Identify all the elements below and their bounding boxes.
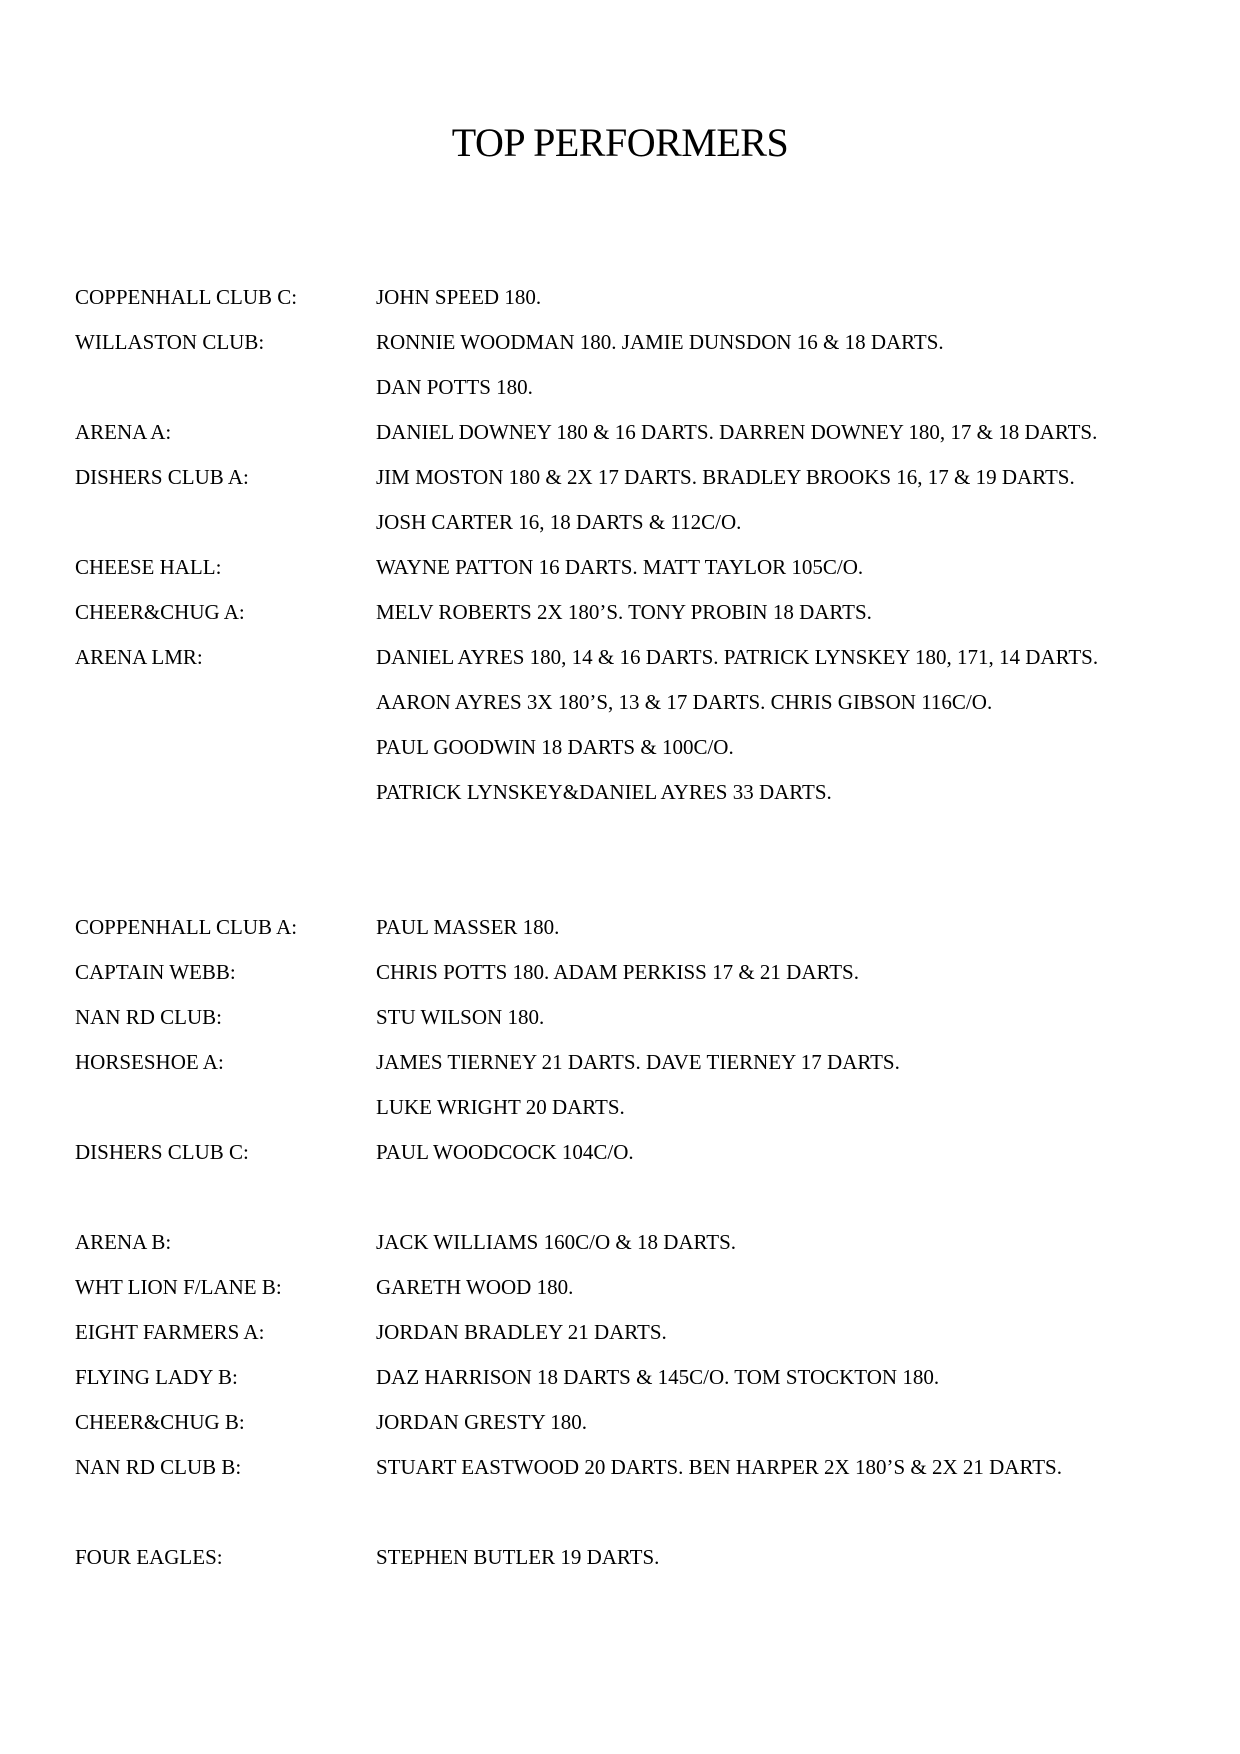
performer-row: [75, 1130, 1185, 1175]
club-name: WHT LION F/LANE B:: [75, 1275, 282, 1299]
performer-row: [75, 365, 1185, 410]
performance-text: JAMES TIERNEY 21 DARTS. DAVE TIERNEY 17 DARTS.: [376, 1050, 900, 1074]
performance-text: JORDAN BRADLEY 21 DARTS.: [376, 1320, 667, 1344]
performer-row: [75, 770, 1185, 815]
performance-text: PATRICK LYNSKEY&DANIEL AYRES 33 DARTS.: [376, 780, 832, 804]
club-name: HORSESHOE A:: [75, 1050, 224, 1074]
performer-row: [75, 275, 1185, 320]
club-name: CHEER&CHUG A:: [75, 600, 245, 624]
performer-row: [75, 1535, 1185, 1580]
performer-row: [75, 1040, 1185, 1085]
performance-text: PAUL GOODWIN 18 DARTS & 100C/O.: [376, 735, 734, 759]
club-name: CHEER&CHUG B:: [75, 1410, 245, 1434]
club-name: CAPTAIN WEBB:: [75, 960, 236, 984]
performance-text: JOSH CARTER 16, 18 DARTS & 112C/O.: [376, 510, 742, 534]
club-name: DISHERS CLUB A:: [75, 465, 249, 489]
club-name: COPPENHALL CLUB C:: [75, 285, 298, 309]
performance-text: STEPHEN BUTLER 19 DARTS.: [376, 1545, 660, 1569]
performer-row: [75, 680, 1185, 725]
performer-row: [75, 1445, 1185, 1490]
performance-text: PAUL WOODCOCK 104C/O.: [376, 1140, 634, 1164]
performance-text: STU WILSON 180.: [376, 1005, 545, 1029]
performance-text: JOHN SPEED 180.: [376, 285, 542, 309]
performance-text: GARETH WOOD 180.: [376, 1275, 574, 1299]
performer-row: [75, 1400, 1185, 1445]
performer-row: [75, 1085, 1185, 1130]
spacer-row: [75, 1490, 1185, 1535]
performer-row: [75, 1265, 1185, 1310]
spacer-row: [75, 860, 1185, 905]
performer-row: [75, 725, 1185, 770]
performance-text: STUART EASTWOOD 20 DARTS. BEN HARPER 2X 180’S & 2X 21 DARTS.: [376, 1455, 1062, 1479]
performer-row: [75, 1310, 1185, 1355]
club-name: FLYING LADY B:: [75, 1365, 238, 1389]
performance-text: LUKE WRIGHT 20 DARTS.: [376, 1095, 625, 1119]
performance-text: DAZ HARRISON 18 DARTS & 145C/O. TOM STOCKTON 180.: [376, 1365, 940, 1389]
performance-text: AARON AYRES 3X 180’S, 13 & 17 DARTS. CHRIS GIBSON 116C/O.: [376, 690, 993, 714]
performer-row: [75, 1355, 1185, 1400]
performance-text: CHRIS POTTS 180. ADAM PERKISS 17 & 21 DARTS.: [376, 960, 859, 984]
performance-text: JIM MOSTON 180 & 2X 17 DARTS. BRADLEY BROOKS 16, 17 & 19 DARTS.: [376, 465, 1075, 489]
performers-list: [75, 275, 1185, 1580]
performance-text: JORDAN GRESTY 180.: [376, 1410, 587, 1434]
spacer-row: [75, 815, 1185, 860]
club-name: WILLASTON CLUB:: [75, 330, 265, 354]
performer-row: [75, 545, 1185, 590]
performance-text: PAUL MASSER 180.: [376, 915, 560, 939]
performance-text: DANIEL DOWNEY 180 & 16 DARTS. DARREN DOWNEY 180, 17 & 18 DARTS.: [376, 420, 1098, 444]
spacer-row: [75, 1175, 1185, 1220]
performance-text: RONNIE WOODMAN 180. JAMIE DUNSDON 16 & 18 DARTS.: [376, 330, 944, 354]
club-name: EIGHT FARMERS A:: [75, 1320, 265, 1344]
performance-text: WAYNE PATTON 16 DARTS. MATT TAYLOR 105C/O.: [376, 555, 864, 579]
club-name: CHEESE HALL:: [75, 555, 222, 579]
club-name: ARENA B:: [75, 1230, 172, 1254]
performer-row: [75, 950, 1185, 995]
performer-row: [75, 1220, 1185, 1265]
performance-text: JACK WILLIAMS 160C/O & 18 DARTS.: [376, 1230, 737, 1254]
performance-text: MELV ROBERTS 2X 180’S. TONY PROBIN 18 DARTS.: [376, 600, 872, 624]
club-name: DISHERS CLUB C:: [75, 1140, 249, 1164]
club-name: ARENA LMR:: [75, 645, 203, 669]
performer-row: [75, 905, 1185, 950]
performer-row: [75, 410, 1185, 455]
club-name: NAN RD CLUB:: [75, 1005, 223, 1029]
performance-text: DANIEL AYRES 180, 14 & 16 DARTS. PATRICK LYNSKEY 180, 171, 14 DARTS.: [376, 645, 1099, 669]
performer-row: [75, 995, 1185, 1040]
club-name: COPPENHALL CLUB A:: [75, 915, 298, 939]
performer-row: [75, 590, 1185, 635]
club-name: FOUR EAGLES:: [75, 1545, 223, 1569]
performer-row: [75, 500, 1185, 545]
performance-text: DAN POTTS 180.: [376, 375, 533, 399]
performer-row: [75, 635, 1185, 680]
page-title: TOP PERFORMERS: [451, 120, 789, 165]
club-name: ARENA A:: [75, 420, 172, 444]
performer-row: [75, 320, 1185, 365]
club-name: NAN RD CLUB B:: [75, 1455, 242, 1479]
performer-row: [75, 455, 1185, 500]
